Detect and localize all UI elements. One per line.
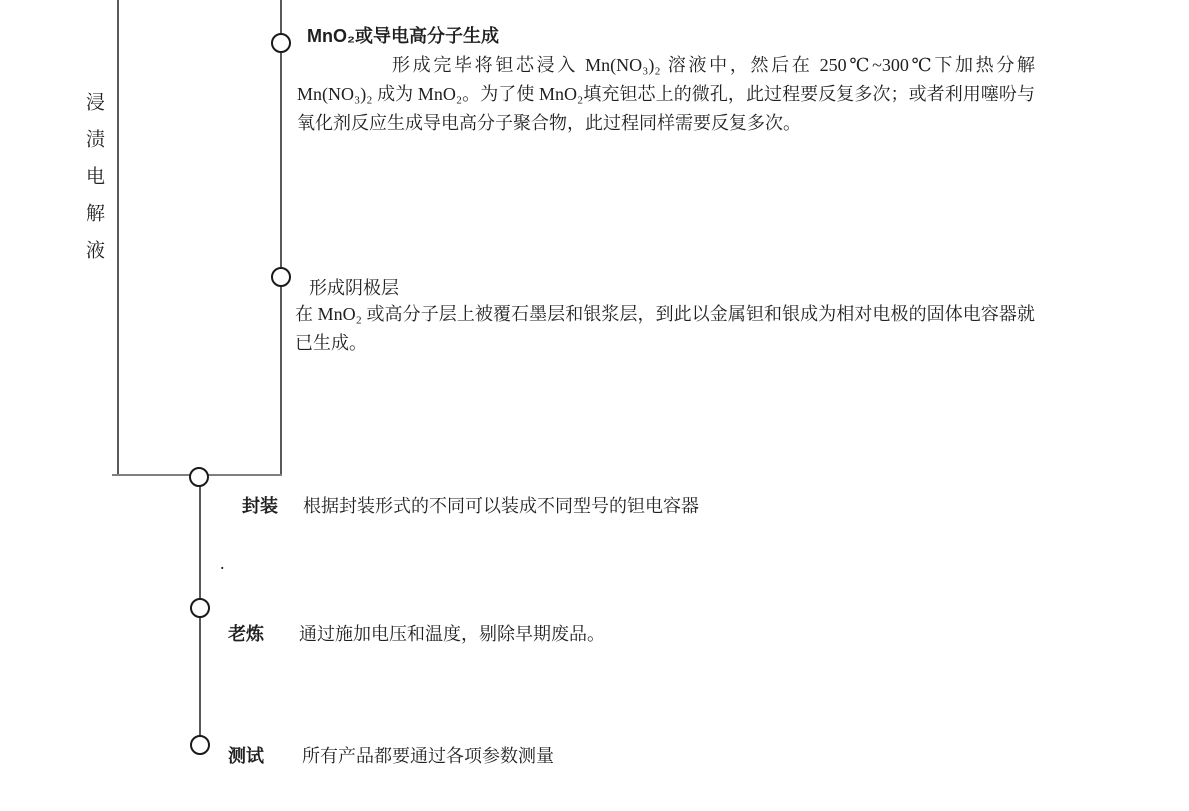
step4-desc: 通过施加电压和温度，剔除早期废品。 [299,624,605,644]
step1-body: 形成完毕将钽芯浸入 Mn(NO₃)₂ 溶液中，然后在 250℃~300℃下加热分解 Mn(NO₃)₂ 成为 MnO₂。为了使 MnO₂填充钽芯上的微孔，此过程要反复多次；或者利用噻吩与氧化剂反应生成导电高分子聚合物，此过程同样需要反复多次。 [297,55,1035,133]
node-circle-package [189,467,209,487]
step5-desc: 所有产品都要通过各项参数测量 [302,746,554,766]
node-circle-cathode [271,267,291,287]
node-circle-test [190,735,210,755]
step2-title: 形成阴极层 [309,278,399,298]
node-circle-mno2 [271,33,291,53]
step3-desc: 根据封装形式的不同可以装成不同型号的钽电容器 [303,496,699,516]
right-rail-line [280,0,282,475]
step3-label: 封装 [242,496,278,516]
side-label-electrolyte: 浸渍电解液 [83,92,104,277]
node-circle-aging [190,598,210,618]
left-rail-line [117,0,119,475]
step4-label: 老炼 [228,624,264,644]
step2-body: 在 MnO₂ 或高分子层上被覆石墨层和银浆层，到此以金属钽和银成为相对电极的固体电容器就已生成。 [295,304,1035,353]
stray-period-mark: . [220,553,225,573]
step5-label: 测试 [228,746,264,766]
step1-title: MnO₂或导电高分子生成 [307,26,499,46]
